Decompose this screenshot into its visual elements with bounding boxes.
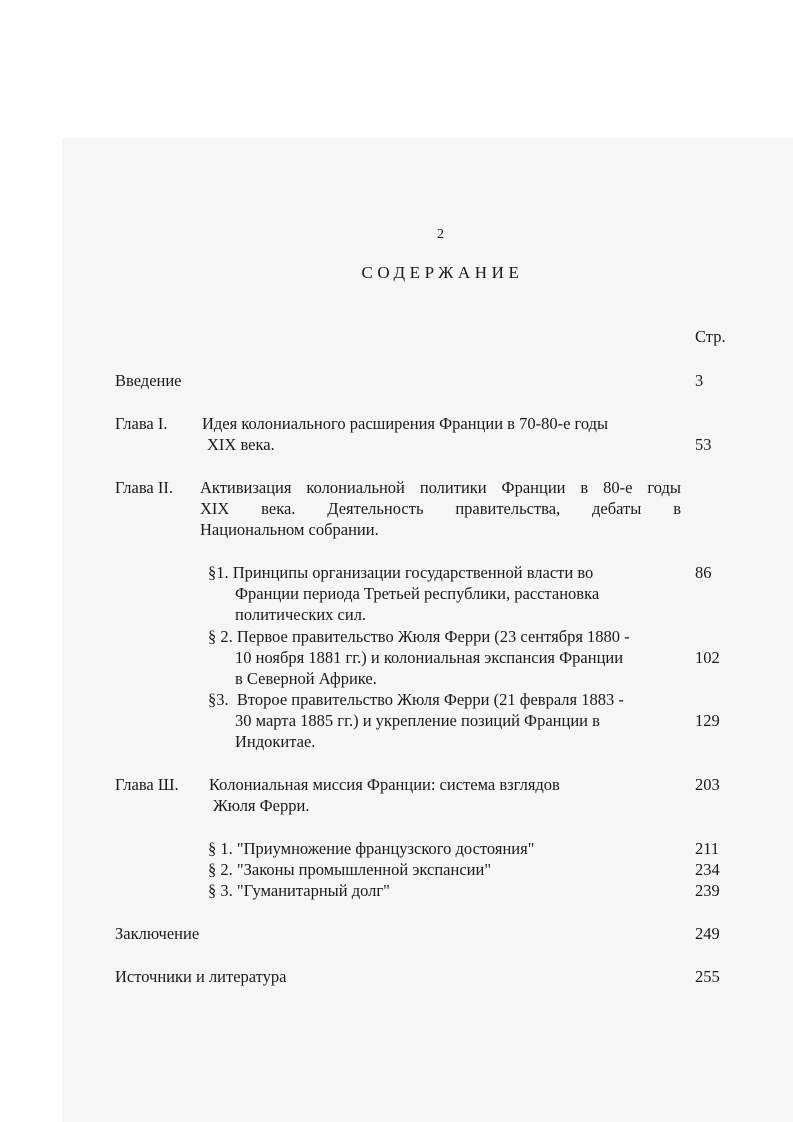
chapter-2-word: правительства, — [455, 499, 561, 518]
chapter-2-title-line-3: Национальном собрании. — [200, 520, 379, 539]
chapter-2-section-3-page: 129 — [695, 711, 720, 730]
chapter-2-label: Глава II. — [115, 478, 173, 497]
toc-entry-intro: Введение — [115, 371, 182, 390]
chapter-2-title-line-1: Активизация колониальной политики Франции в 80-е годы — [200, 478, 681, 497]
page-number: 2 — [437, 227, 444, 242]
toc-entry-conclusion: Заключение — [115, 924, 200, 943]
toc-page-intro: 3 — [695, 371, 704, 390]
chapter-1-label: Глава I. — [115, 414, 168, 433]
chapter-3-title-line-2: Жюля Ферри. — [213, 796, 310, 815]
chapter-3-section-1: § 1. "Приумножение французского достояния" — [208, 839, 535, 858]
chapter-2-section-1-line-2: Франции периода Третьей республики, расстановка — [235, 584, 600, 603]
chapter-2-word: XIX — [200, 499, 230, 518]
chapter-2-word: века. — [261, 499, 296, 518]
chapter-3-title-line-1: Колониальная миссия Франции: система взглядов — [209, 775, 560, 794]
chapter-3-section-2-page: 234 — [695, 860, 720, 879]
toc-title: СОДЕРЖАНИЕ — [361, 263, 524, 282]
chapter-2-word: дебаты — [592, 499, 642, 518]
chapter-2-word: Деятельность — [327, 499, 424, 518]
chapter-1-title-line-1: Идея колониального расширения Франции в 70-80-е годы — [202, 414, 609, 433]
chapter-3-section-1-page: 211 — [695, 839, 720, 858]
chapter-2-section-3-line-2: 30 марта 1885 гг.) и укрепление позиций Франции в — [235, 711, 600, 730]
chapter-2-section-2-line-3: в Северной Африке. — [235, 669, 377, 688]
toc-page-sources: 255 — [695, 967, 720, 986]
chapter-2-word: в — [673, 499, 681, 518]
toc-page-conclusion: 249 — [695, 924, 720, 943]
chapter-2-section-3-line-1: §3. Второе правительство Жюля Ферри (21 февраля 1883 - — [208, 690, 624, 709]
chapter-3-page: 203 — [695, 775, 720, 794]
chapter-3-section-3: § 3. "Гуманитарный долг" — [208, 881, 390, 900]
chapter-2-section-1-line-1: §1. Принципы организации государственной власти во — [208, 563, 594, 582]
chapter-3-section-3-page: 239 — [695, 881, 720, 900]
chapter-2-section-1-page: 86 — [695, 563, 712, 582]
chapter-2-title-line-2 — [200, 498, 681, 519]
chapter-2-section-2-line-2: 10 ноября 1881 гг.) и колониальная экспансия Франции — [235, 648, 624, 667]
toc-entry-sources: Источники и литература — [115, 967, 287, 986]
chapter-2-section-1-line-3: политических сил. — [235, 605, 367, 624]
chapter-3-label: Глава Ш. — [115, 775, 179, 794]
chapter-2-section-3-line-3: Индокитае. — [235, 732, 316, 751]
chapter-2-section-2-page: 102 — [695, 648, 720, 667]
page-column-label: Стр. — [695, 327, 726, 346]
chapter-2-section-2-line-1: § 2. Первое правительство Жюля Ферри (23 сентября 1880 - — [208, 627, 630, 646]
chapter-1-page: 53 — [695, 435, 712, 454]
chapter-1-title-line-2: XIX века. — [207, 435, 275, 454]
chapter-3-section-2: § 2. "Законы промышленной экспансии" — [208, 860, 492, 879]
